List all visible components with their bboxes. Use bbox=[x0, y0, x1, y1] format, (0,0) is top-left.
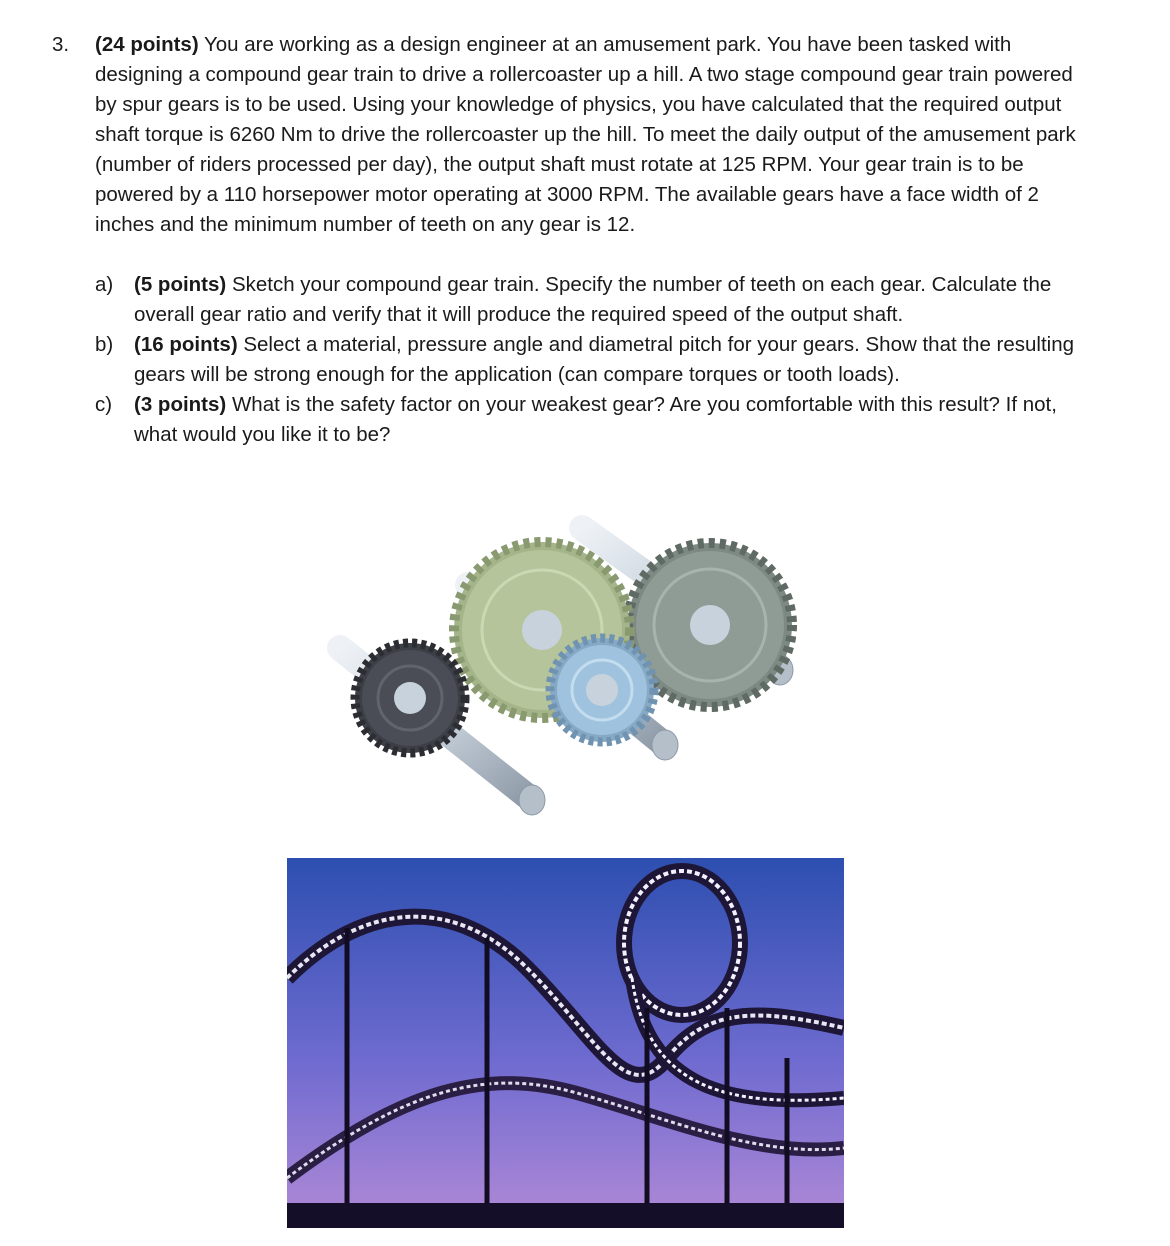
part-points: (3 points) bbox=[134, 393, 227, 416]
part-c bbox=[95, 390, 1085, 450]
part-letter: c) bbox=[95, 393, 113, 416]
part-text: What is the safety factor on your weakest gear? Are you comfortable with this result? If not, what would you like it to be? bbox=[134, 393, 1057, 446]
rollercoaster-photo bbox=[287, 858, 844, 1228]
part-points: (5 points) bbox=[134, 273, 227, 296]
part-a bbox=[95, 270, 1085, 330]
problem-points: (24 points) bbox=[95, 33, 199, 56]
part-b bbox=[95, 330, 1085, 390]
part-letter: b) bbox=[95, 333, 114, 356]
ground-silhouette bbox=[287, 1203, 844, 1228]
problem-parts-list bbox=[95, 270, 1085, 450]
problem-number: 3. bbox=[52, 33, 70, 56]
problem-text: You are working as a design engineer at an amusement park. You have been tasked with designing a compound gear train to drive a rollercoaster up a hill. A two stage compound gear train powered by spur gears is to be used. Using your knowledge of physics, you have calculated that the required output shaft torque is 6260 Nm to drive the rollercoaster up the hill. To meet the daily output of the amusement park (number of riders processed per day), the output shaft must rotate at 125 RPM. Your gear train is to be powered by a 110 horsepower motor operating at 3000 RPM. The available gears have a face width of 2 inches and the minimum number of teeth on any gear is 12. bbox=[95, 33, 1076, 236]
part-text: Select a material, pressure angle and diametral pitch for your gears. Show that the resulting gears will be strong enough for the application (can compare torques or tooth loads). bbox=[134, 333, 1075, 386]
part-points: (16 points) bbox=[134, 333, 238, 356]
part-text: Sketch your compound gear train. Specify the number of teeth on each gear. Calculate the overall gear ratio and verify that it will produce the required speed of the output shaft. bbox=[134, 273, 1052, 326]
gear-3 bbox=[550, 638, 654, 742]
sky-background bbox=[287, 858, 844, 1228]
problem-statement bbox=[95, 30, 1080, 240]
compound-gear-train-image bbox=[320, 500, 800, 840]
part-letter: a) bbox=[95, 273, 114, 296]
gear-1 bbox=[355, 643, 465, 753]
problem-3 bbox=[52, 30, 1092, 240]
